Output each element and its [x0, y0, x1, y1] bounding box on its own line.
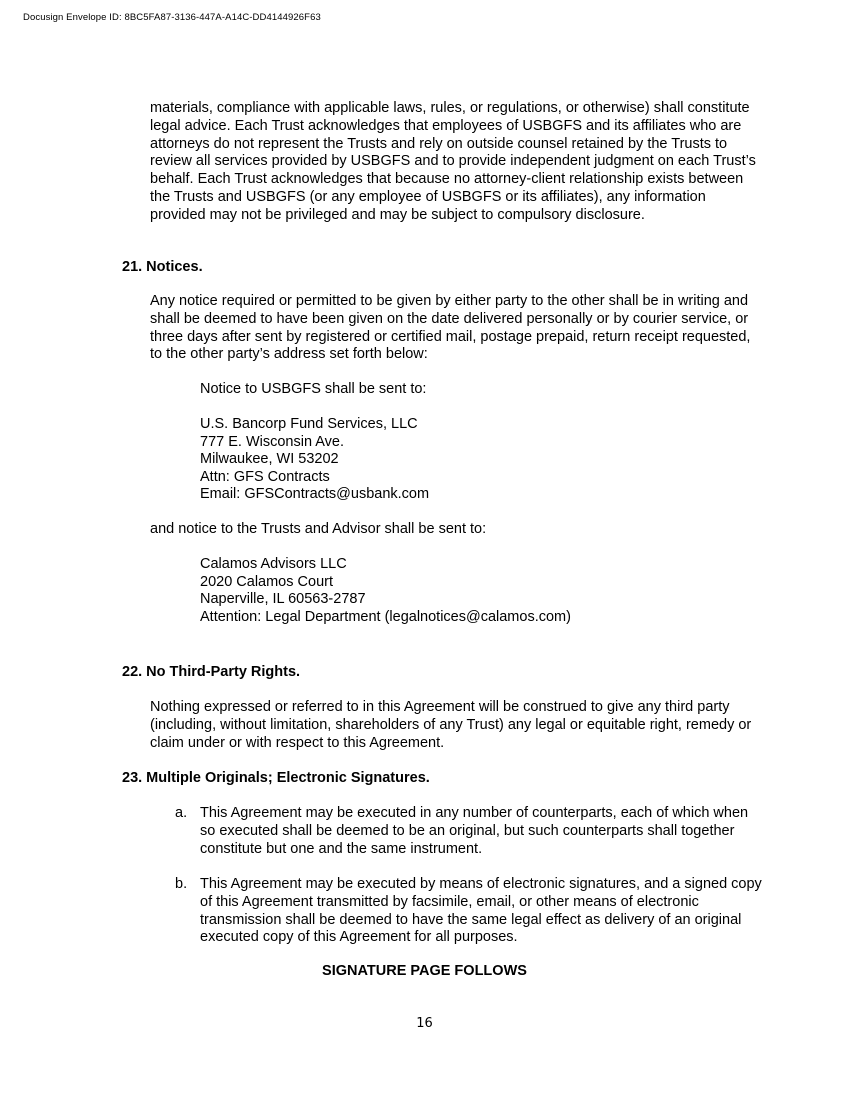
- envelope-id: Docusign Envelope ID: 8BC5FA87-3136-447A-A14C-DD4144926F63: [23, 12, 321, 23]
- intro-paragraph: materials, compliance with applicable laws, rules, or regulations, or otherwise) shall constitute legal advice. Each Trust acknowledges that employees of USBGFS and its affiliates who are attorneys do not represent the Trusts and rely on outside counsel retained by the Trusts to review all services provided by USBGFS and to provide independent judgment on each Trust’s behalf. Each Trust acknowledges that because no attorney-client relationship exists between the Trusts and USBGFS (or any employee of USBGFS or its affiliates), any information provided may not be privileged and may be subject to compulsory disclosure.: [150, 100, 756, 223]
- list-marker: b.: [175, 876, 188, 892]
- section-21-body: Any notice required or permitted to be given by either party to the other shall be in writing and shall be deemed to have been given on the date delivered personally or by courier service, or three days after sent by registered or certified mail, postage prepaid, return receipt requested, to the other party’s address set forth below:: [150, 293, 751, 363]
- address-line: U.S. Bancorp Fund Services, LLC: [200, 416, 418, 432]
- address-line: Attn: GFS Contracts: [200, 468, 330, 485]
- address-line: Calamos Advisors LLC: [200, 556, 347, 572]
- trust-address: [200, 556, 571, 626]
- section-22-heading: 22. No Third-Party Rights.: [122, 664, 301, 680]
- section-21-heading: 21. Notices.: [122, 259, 203, 275]
- address-line: 2020 Calamos Court: [200, 573, 333, 590]
- address-line: Naperville, IL 60563-2787: [200, 591, 366, 608]
- usbgfs-address: [200, 416, 429, 504]
- page-number: 16: [416, 1016, 433, 1031]
- list-text: This Agreement may be executed in any number of counterparts, each of which when so executed shall be deemed to be an original, but such counterparts shall together constitute but one and the same instrument.: [200, 805, 749, 857]
- section-23-heading: 23. Multiple Originals; Electronic Signatures.: [122, 770, 430, 786]
- signature-page-notice: SIGNATURE PAGE FOLLOWS: [322, 963, 527, 979]
- address-line: 777 E. Wisconsin Ave.: [200, 433, 345, 450]
- address-line: Milwaukee, WI 53202: [200, 451, 339, 468]
- list-text: This Agreement may be executed by means of electronic signatures, and a signed copy of this Agreement transmitted by facsimile, email, or other means of electronic transmission shall be deemed to have the same legal effect as delivery of an original executed copy of this Agreement for all purposes.: [200, 876, 762, 946]
- section-22-body: Nothing expressed or referred to in this Agreement will be construed to give any third party (including, without limitation, shareholders of any Trust) any legal or equitable right, remedy or claim under or with respect to this Agreement.: [150, 699, 752, 751]
- address-line: Attention: Legal Department (legalnotices@calamos.com): [200, 608, 571, 625]
- usbgfs-notice-intro: Notice to USBGFS shall be sent to:: [200, 381, 427, 397]
- trust-notice-intro: and notice to the Trusts and Advisor shall be sent to:: [150, 521, 487, 537]
- address-line: Email: GFSContracts@usbank.com: [200, 486, 430, 503]
- list-marker: a.: [175, 805, 188, 821]
